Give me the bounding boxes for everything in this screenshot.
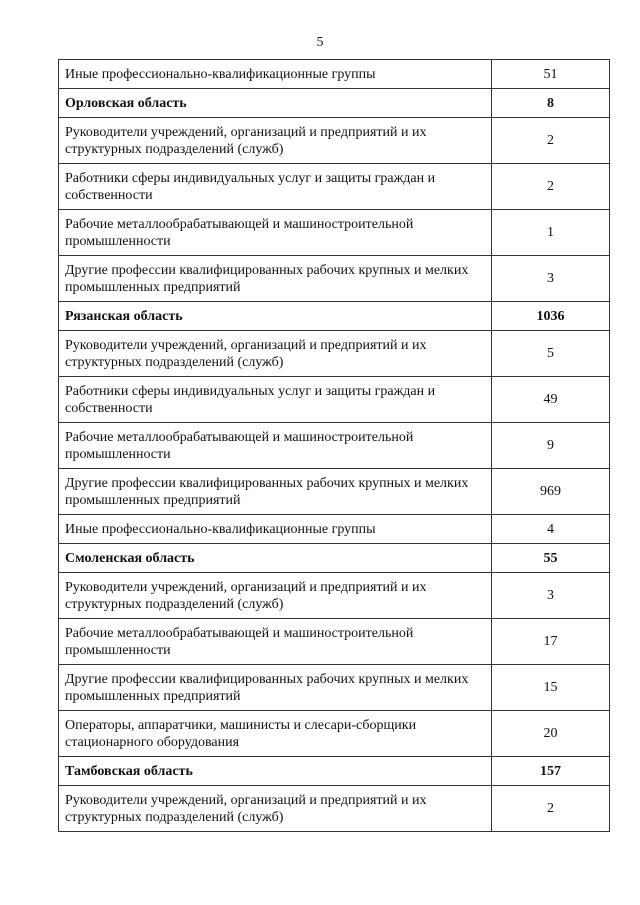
table-row — [59, 60, 610, 89]
count-cell: 4 — [492, 515, 610, 544]
count-cell: 2 — [492, 786, 610, 832]
table-row — [59, 619, 610, 665]
count-cell: 2 — [492, 164, 610, 210]
category-name-cell: Иные профессионально-квалификационные группы — [59, 515, 492, 544]
table-row — [59, 256, 610, 302]
count-cell: 49 — [492, 377, 610, 423]
category-name-cell: Другие профессии квалифицированных рабочих крупных и мелких промышленных предприятий — [59, 469, 492, 515]
count-cell: 15 — [492, 665, 610, 711]
category-name-cell: Другие профессии квалифицированных рабочих крупных и мелких промышленных предприятий — [59, 256, 492, 302]
category-name-cell: Другие профессии квалифицированных рабочих крупных и мелких промышленных предприятий — [59, 665, 492, 711]
region-row — [59, 757, 610, 786]
count-cell: 17 — [492, 619, 610, 665]
count-cell: 969 — [492, 469, 610, 515]
category-name-cell: Руководители учреждений, организаций и предприятий и их структурных подразделений (служб) — [59, 118, 492, 164]
category-name-cell: Рабочие металлообрабатывающей и машиностроительной промышленности — [59, 423, 492, 469]
region-total-cell: 55 — [492, 544, 610, 573]
table-row — [59, 665, 610, 711]
table-row — [59, 786, 610, 832]
category-name-cell: Руководители учреждений, организаций и предприятий и их структурных подразделений (служб) — [59, 786, 492, 832]
count-cell: 20 — [492, 711, 610, 757]
region-name-cell: Рязанская область — [59, 302, 492, 331]
quota-table-body — [59, 60, 610, 832]
table-row — [59, 331, 610, 377]
region-row — [59, 89, 610, 118]
count-cell: 51 — [492, 60, 610, 89]
region-total-cell: 157 — [492, 757, 610, 786]
category-name-cell: Руководители учреждений, организаций и предприятий и их структурных подразделений (служб) — [59, 331, 492, 377]
count-cell: 2 — [492, 118, 610, 164]
region-row — [59, 302, 610, 331]
table-row — [59, 118, 610, 164]
table-row — [59, 377, 610, 423]
count-cell: 3 — [492, 256, 610, 302]
table-row — [59, 515, 610, 544]
category-name-cell: Операторы, аппаратчики, машинисты и слесари-сборщики стационарного оборудования — [59, 711, 492, 757]
count-cell: 3 — [492, 573, 610, 619]
table-row — [59, 164, 610, 210]
table-row — [59, 469, 610, 515]
count-cell: 9 — [492, 423, 610, 469]
page-number: 5 — [316, 35, 324, 50]
count-cell: 1 — [492, 210, 610, 256]
table-row — [59, 423, 610, 469]
category-name-cell: Работники сферы индивидуальных услуг и защиты граждан и собственности — [59, 377, 492, 423]
table-row — [59, 573, 610, 619]
region-name-cell: Орловская область — [59, 89, 492, 118]
table-row — [59, 210, 610, 256]
category-name-cell: Руководители учреждений, организаций и предприятий и их структурных подразделений (служб) — [59, 573, 492, 619]
quota-table — [58, 59, 610, 832]
category-name-cell: Иные профессионально-квалификационные группы — [59, 60, 492, 89]
count-cell: 5 — [492, 331, 610, 377]
region-name-cell: Смоленская область — [59, 544, 492, 573]
category-name-cell: Работники сферы индивидуальных услуг и защиты граждан и собственности — [59, 164, 492, 210]
category-name-cell: Рабочие металлообрабатывающей и машиностроительной промышленности — [59, 619, 492, 665]
region-row — [59, 544, 610, 573]
table-row — [59, 711, 610, 757]
region-total-cell: 1036 — [492, 302, 610, 331]
category-name-cell: Рабочие металлообрабатывающей и машиностроительной промышленности — [59, 210, 492, 256]
region-total-cell: 8 — [492, 89, 610, 118]
region-name-cell: Тамбовская область — [59, 757, 492, 786]
